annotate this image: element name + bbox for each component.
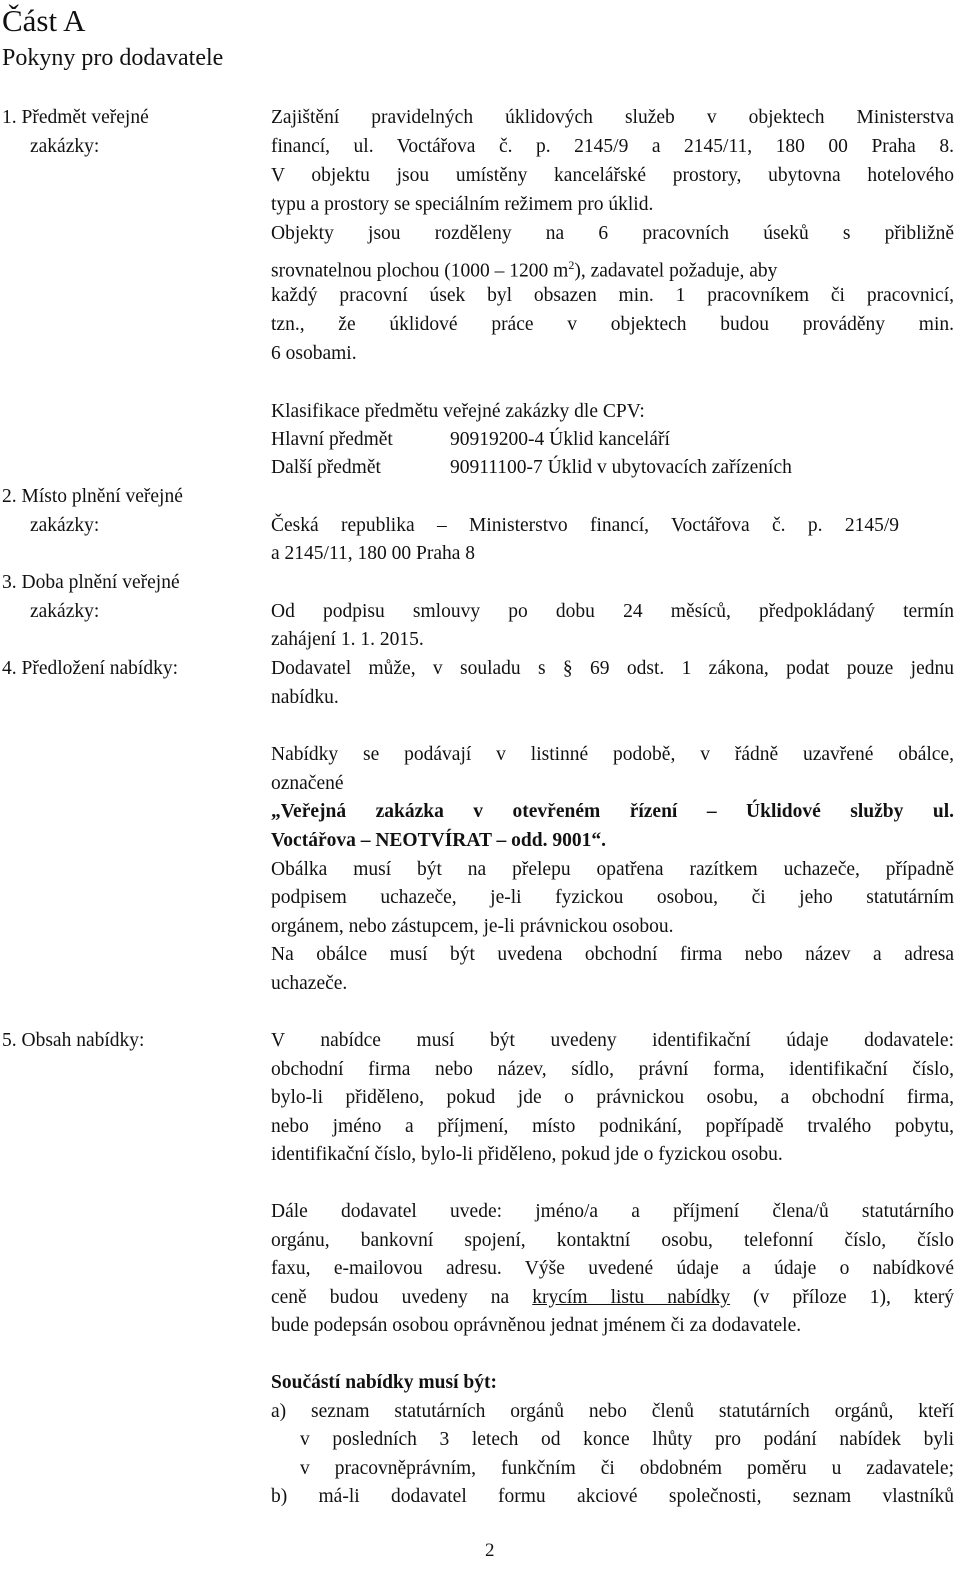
s1-p2-line5: 6 osobami. [271,343,357,364]
area-text-after: ), zadavatel požaduje, aby [574,260,778,282]
section-3-label-line1: 3. Doba plnění veřejné [2,572,180,593]
cpv-title: Klasifikace předmětu veřejné zakázky dle CPV: [271,401,645,422]
s5-p1-line2: obchodní firma nebo název, sídlo, právní forma, identifikační číslo, [271,1059,954,1080]
section-2-label-line2: zakázky: [30,515,100,536]
s4-p1-line2: nabídku. [271,687,339,708]
s4-bold-line2: Voctářova – NEOTVÍRAT – odd. 9001“. [271,830,606,851]
s5-p1-line5: identifikační číslo, bylo-li přiděleno, pokud jde o fyzickou osobu. [271,1144,783,1165]
item-b-line1: b) má-li dodavatel formu akciové společnosti, seznam vlastníků [271,1486,954,1507]
s5-p2-line5: bude podepsán osobou oprávněnou jednat jménem či za dodavatele. [271,1315,802,1336]
s4-p1-line1: Dodavatel může, v souladu s § 69 odst. 1 zákona, podat pouze jednu [271,658,954,679]
s1-p1-line1: Zajištění pravidelných úklidových služeb v objektech Ministerstva [271,107,954,128]
s1-p2-line4: tzn., že úklidové práce v objektech budou prováděny min. [271,314,954,335]
section-1-label-line2: zakázky: [30,136,100,157]
cpv-main-value: 90919200-4 Úklid kanceláří [450,429,670,450]
section-1-label-line1: 1. Předmět veřejné [2,107,149,128]
s1-p2-line1: Objekty jsou rozděleny na 6 pracovních úseků s přibližně [271,223,954,244]
cover-sheet-link[interactable]: krycím listu nabídky [532,1287,731,1308]
s4-bold-line1: „Veřejná zakázka v otevřeném řízení – Úklidové služby ul. [271,801,954,822]
item-a-line2: v posledních 3 letech od konce lhůty pro podání nabídek byli [300,1429,954,1450]
price-text-after: (v příloze 1), který [730,1287,954,1308]
s4-p3-line4: Na obálce musí být uvedena obchodní firma nebo název a adresa [271,944,954,965]
s4-p3-line5: uchazeče. [271,973,348,994]
section-2-label-line1: 2. Místo plnění veřejné [2,486,183,507]
s3-line2: zahájení 1. 1. 2015. [271,629,424,650]
s5-p1-line3: bylo-li přiděleno, pokud jde o právnickou osobu, a obchodní firma, [271,1087,954,1108]
s5-p2-line2: orgánu, bankovní spojení, kontaktní osobu, telefonní číslo, číslo [271,1230,954,1251]
part-title: Část A [2,3,86,38]
s2-line2: a 2145/11, 180 00 Praha 8 [271,543,475,564]
section-3-label-line2: zakázky: [30,601,100,622]
area-superscript: 2 [568,258,575,272]
cpv-other-value: 90911100-7 Úklid v ubytovacích zařízeních [450,457,792,478]
s2-line1: Česká republika – Ministerstvo financí, Voctářova č. p. 2145/9 [271,515,899,536]
s4-p3-line2: podpisem uchazeče, je-li fyzickou osobou, či jeho statutárním [271,887,954,908]
subtitle: Pokyny pro dodavatele [2,45,224,71]
s1-p1-line2: financí, ul. Voctářova č. p. 2145/9 a 2145/11, 180 00 Praha 8. [271,136,954,157]
s4-p3-line3: orgánem, nebo zástupcem, je-li právnickou osobou. [271,916,674,937]
cpv-main-label: Hlavní předmět [271,429,393,450]
item-a-line1: a) seznam statutárních orgánů nebo členů statutárních orgánů, kteří [271,1401,954,1422]
s5-p2-line3: faxu, e-mailovou adresu. Výše uvedené údaje a údaje o nabídkové [271,1258,954,1279]
page-number: 2 [485,1540,495,1561]
s5-p2-line1: Dále dodavatel uvede: jméno/a a příjmení člena/ů statutárního [271,1201,954,1222]
s3-line1: Od podpisu smlouvy po dobu 24 měsíců, předpokládaný termín [271,601,954,622]
cpv-other-label: Další předmět [271,457,381,478]
item-a-line3: v pracovněprávním, funkčním či obdobném poměru u zadavatele; [300,1458,954,1479]
section-4-label: 4. Předložení nabídky: [2,658,179,679]
s5-p1-line1: V nabídce musí být uvedeny identifikační údaje dodavatele: [271,1030,954,1051]
s1-p2-line3: každý pracovní úsek byl obsazen min. 1 pracovníkem či pracovnicí, [271,285,954,306]
s1-p1-line3: V objektu jsou umístěny kancelářské prostory, ubytovna hotelového [271,165,954,186]
s5-p1-line4: nebo jméno a příjmení, místo podnikání, popřípadě trvalého pobytu, [271,1116,954,1137]
area-text: srovnatelnou plochou (1000 – 1200 m [271,260,569,282]
section-5-label: 5. Obsah nabídky: [2,1030,145,1051]
price-text-before: ceně budou uvedeny na [271,1287,533,1308]
s4-p2-line1: Nabídky se podávají v listinné podobě, v řádně uzavřené obálce, [271,744,954,765]
s1-p1-line4: typu a prostory se speciálním režimem pro úklid. [271,194,654,215]
parts-heading: Součástí nabídky musí být: [271,1372,497,1393]
s5-p2-line4 [271,1283,954,1312]
s4-p3-line1: Obálka musí být na přelepu opatřena razítkem uchazeče, případně [271,859,954,880]
s4-p2-line2: označené [271,773,344,794]
